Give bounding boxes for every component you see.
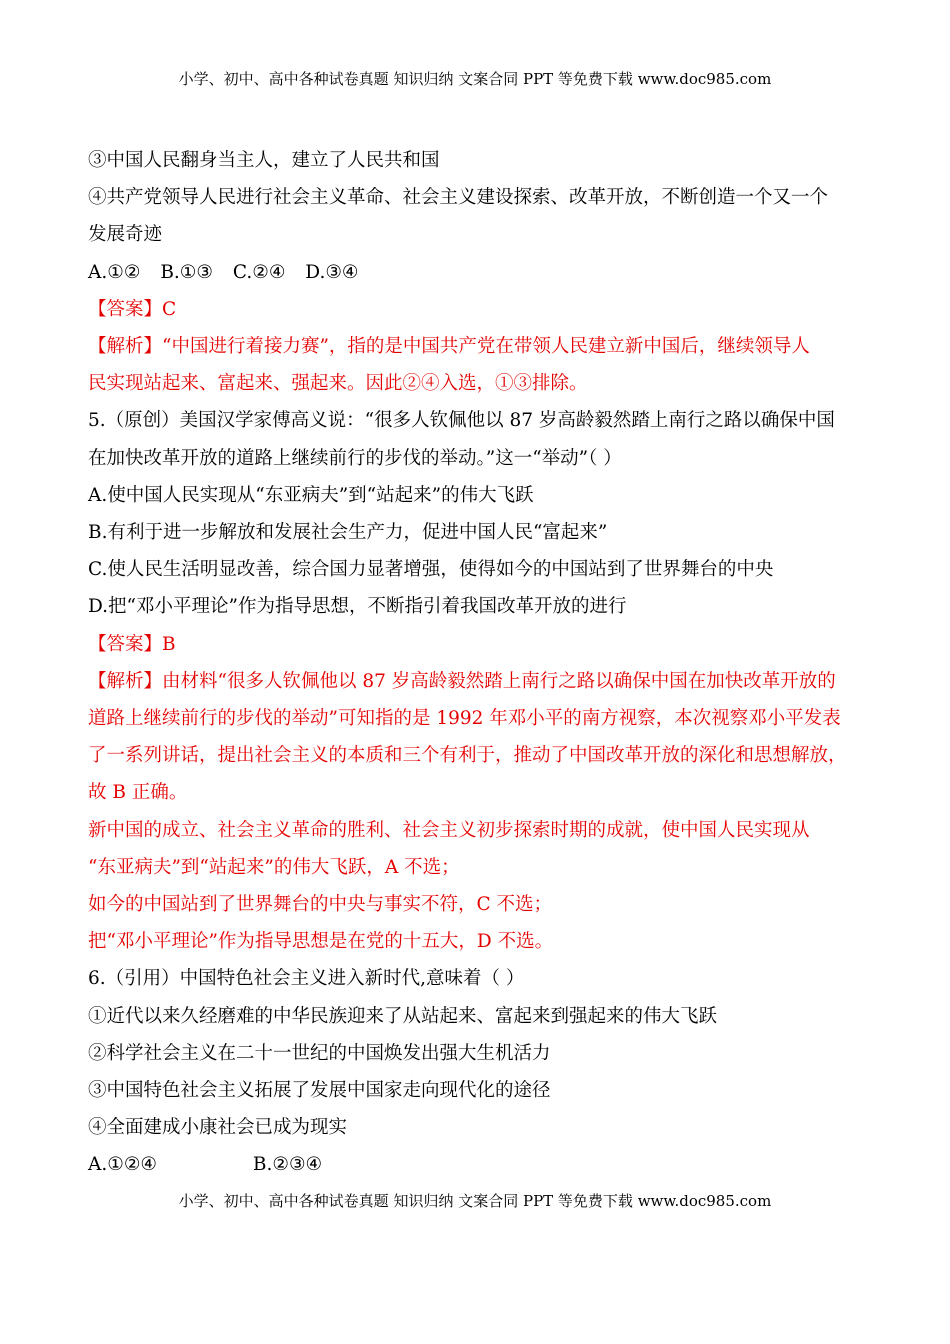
q6-item-2: ②科学社会主义在二十一世纪的中国焕发出强大生机活力 (88, 1042, 551, 1064)
q4-answer: 【答案】C (88, 298, 177, 320)
q4-item-4-line-2: 发展奇迹 (88, 224, 163, 246)
q5-analysis-line-4: 故 B 正确。 (88, 782, 188, 804)
q4-option-b: B.①③ (160, 261, 213, 283)
q4-analysis-line-2: 民实现站起来、富起来、强起来。因此②④入选，①③排除。 (88, 373, 588, 395)
q5-stem-line-2: 在加快改革开放的道路上继续前行的步伐的举动。”这一“举动”（ ） (88, 447, 622, 469)
q5-option-a: A.使中国人民实现从“东亚病夫”到“站起来”的伟大飞跃 (88, 484, 534, 506)
q4-item-3: ③中国人民翻身当主人，建立了人民共和国 (88, 150, 440, 171)
q5-option-d: D.把“邓小平理论”作为指导思想，不断指引着我国改革开放的进行 (88, 596, 627, 618)
document-body (88, 142, 878, 1184)
q5-analysis-line-1: 【解析】由材料“很多人钦佩他以 87 岁高龄毅然踏上南行之路以确保中国在加快改革开放的 (88, 670, 836, 692)
q6-option-b: B.②③④ (252, 1154, 323, 1176)
q5-option-b: B.有利于进一步解放和发展社会生产力，促进中国人民“富起来” (88, 522, 608, 544)
q4-option-a: A.①② (88, 261, 141, 283)
page-footer: 小学、初中、高中各种试卷真题 知识归纳 文案合同 PPT 等免费下载 www.doc985.com (178, 1192, 772, 1210)
q4-option-c: C.②④ (232, 261, 286, 283)
q6-option-a: A.①②④ (88, 1154, 157, 1176)
q4-option-d: D.③④ (305, 261, 359, 283)
q6-item-3: ③中国特色社会主义拓展了发展中国家走向现代化的途径 (88, 1080, 551, 1102)
q6-item-1: ①近代以来久经磨难的中华民族迎来了从站起来、富起来到强起来的伟大飞跃 (88, 1005, 718, 1027)
q4-options (88, 254, 878, 291)
q5-stem-line-1: 5.（原创）美国汉学家傅高义说：“很多人钦佩他以 87 岁高龄毅然踏上南行之路以确保中国 (88, 410, 835, 432)
q6-stem: 6.（引用）中国特色社会主义进入新时代,意味着（ ） (88, 968, 525, 990)
page-header: 小学、初中、高中各种试卷真题 知识归纳 文案合同 PPT 等免费下载 www.doc985.com (178, 70, 772, 88)
q4-analysis-line-1: 【解析】“中国进行着接力赛”，指的是中国共产党在带领人民建立新中国后，继续领导人 (88, 336, 810, 358)
q6-item-4: ④全面建成小康社会已成为现实 (88, 1117, 348, 1139)
q5-analysis-line-8: 把“邓小平理论”作为指导思想是在党的十五大，D 不选。 (88, 931, 554, 953)
q5-analysis-line-3: 了一系列讲话，提出社会主义的本质和三个有利于，推动了中国改革开放的深化和思想解放， (88, 745, 847, 767)
q5-analysis-line-2: 道路上继续前行的步伐的举动”可知指的是 1992 年邓小平的南方视察，本次视察邓小平发表 (88, 708, 841, 730)
q5-option-c: C.使人民生活明显改善，综合国力显著增强，使得如今的中国站到了世界舞台的中央 (88, 559, 774, 581)
q5-answer: 【答案】B (88, 633, 176, 655)
q5-analysis-line-7: 如今的中国站到了世界舞台的中央与事实不符，C 不选； (88, 894, 553, 916)
q5-analysis-line-6: “东亚病夫”到“站起来”的伟大飞跃，A 不选； (88, 856, 460, 878)
q5-analysis-line-5: 新中国的成立、社会主义革命的胜利、社会主义初步探索时期的成就，使中国人民实现从 (88, 819, 810, 841)
q6-options (88, 1146, 878, 1183)
q4-item-4-line-1: ④共产党领导人民进行社会主义革命、社会主义建设探索、改革开放，不断创造一个又一个 (88, 187, 829, 209)
